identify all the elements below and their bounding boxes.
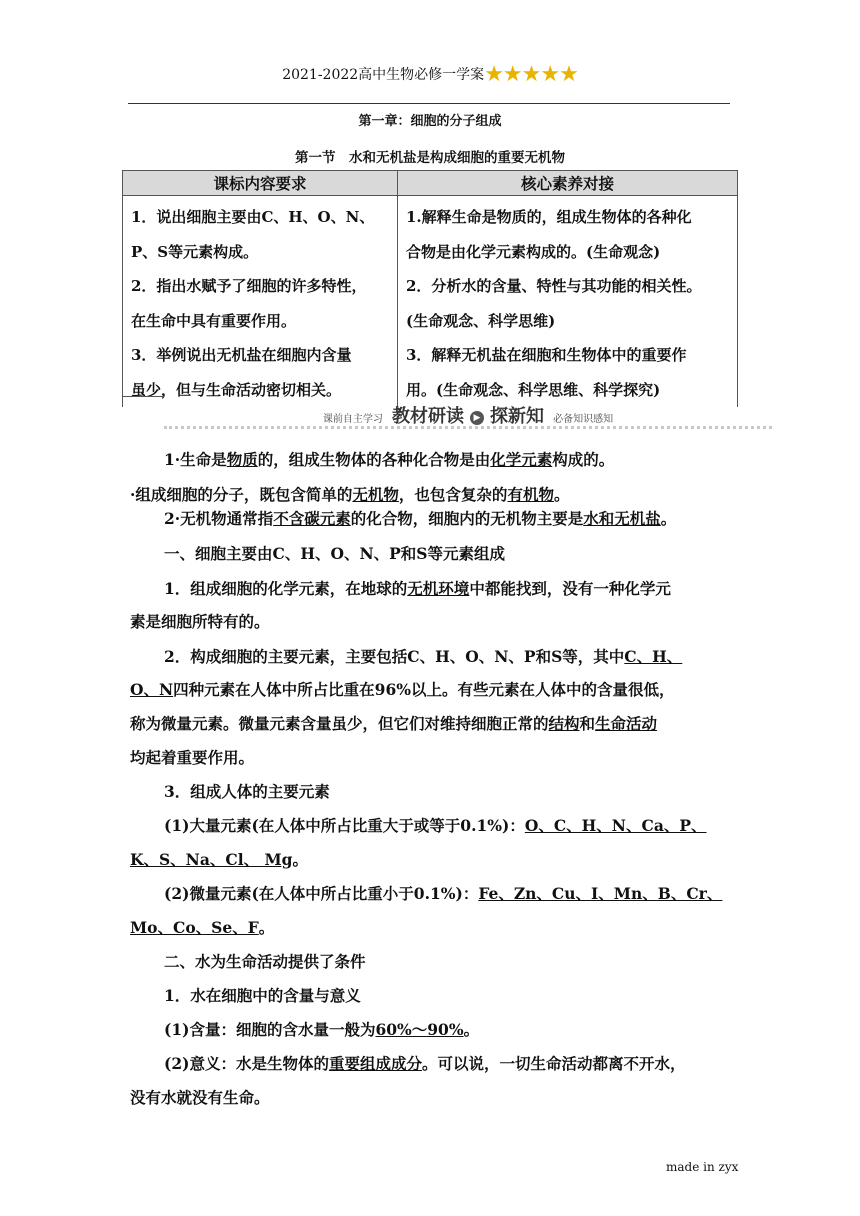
text-segment: 二、水为生命活动提供了条件 [164,952,366,971]
requirement-line: 3．举例说出无机盐在细胞内含量 [131,346,352,364]
text-line [130,746,254,768]
underlined-answer: 无机环境 [407,579,470,598]
text-segment: 。 [258,918,275,937]
chapter-title: 第一章：细胞的分子组成 [358,114,502,129]
text-line [164,882,722,904]
underlined-answer: K、S、Na、Cl、 Mg [130,850,293,869]
text-line [164,645,682,667]
text-segment: 3．组成人体的主要元素 [164,782,330,801]
competency-line: 2．分析水的含量、特性与其功能的相关性。 [406,277,702,295]
text-line [164,780,330,802]
text-segment: 。可以说，一切生命活动都离不开水， [421,1054,686,1073]
text-line [164,542,505,564]
text-line [164,950,366,972]
text-segment: 。 [553,485,570,504]
text-segment: 。 [292,850,309,869]
text-line [164,1052,685,1074]
header-divider [128,103,730,104]
text-line [164,448,614,470]
section-banner [164,402,772,429]
text-segment: (1)大量元素(在人体中所占比重大于或等于0.1%)： [164,816,525,835]
competency-line: 3．解释无机盐在细胞和生物体中的重要作 [406,346,687,364]
competencies-cell [398,196,738,408]
text-line [130,848,308,870]
text-segment: 素是细胞所特有的。 [130,612,270,631]
underlined-answer: 生命活动 [595,714,658,733]
text-segment: 1·生命是 [164,450,227,469]
requirement-line: P、S等元素构成。 [131,242,259,261]
text-line [130,916,274,938]
page-header [0,62,860,87]
arrow-right-icon: ▶ [470,411,484,425]
text-line [164,507,676,529]
requirement-line: 2．指出水赋予了细胞的许多特性， [131,277,367,295]
text-segment: 称为微量元素。微量元素含量虽少，但它们对维持细胞正常的 [130,714,549,733]
text-line [164,814,707,836]
text-segment: 2·无机物通常指 [164,509,274,528]
competency-line: (生命观念、科学思维) [406,311,556,330]
text-segment: 2．构成细胞的主要元素，主要包括C、H、O、N、P和S等，其中 [164,647,625,666]
underlined-answer: 物质 [226,450,258,469]
text-line [164,577,671,599]
requirement-line: 虽少，但与生命活动密切相关。 [131,380,342,399]
table-bottom-rule [122,396,164,397]
text-segment: 的化合物，细胞内的无机物主要是 [350,509,584,528]
text-segment: 的，组成生物体的各种化合物是由 [257,450,491,469]
underlined-answer: 水和无机盐 [583,509,661,528]
banner-main-text-2: 探新知 [490,406,544,427]
star-rating-icon: ★★★★★ [484,62,578,87]
underlined-answer: 不含碳元素 [273,509,351,528]
requirement-line: 1．说出细胞主要由C、H、O、N、 [131,208,375,226]
text-segment: (2)意义：水是生物体的 [164,1054,329,1073]
text-segment: 。 [463,1020,480,1039]
text-segment: 1．水在细胞中的含量与意义 [164,986,361,1005]
requirement-line: 在生命中具有重要作用。 [131,311,297,330]
underlined-answer: Fe、Zn、Cu、I、Mn、B、Cr、 [478,884,723,903]
requirements-cell [123,196,398,408]
banner-left-text: 课前自主学习 [322,414,383,425]
underlined-answer: 无机物 [352,485,399,504]
underlined-answer: 结构 [548,714,580,733]
text-segment: 均起着重要作用。 [130,748,255,767]
underlined-answer: O、N [130,680,174,699]
standards-table [122,170,738,407]
text-segment: 中都能找到，没有一种化学元 [469,579,671,598]
text-segment: 。 [660,509,677,528]
competency-line: 1.解释生命是物质的，组成生物体的各种化 [406,208,692,226]
text-line [164,1018,479,1040]
underlined-answer: 有机物 [507,485,554,504]
text-line [130,1086,270,1108]
table-header-competencies: 核心素养对接 [398,171,738,196]
footer-text: made in zyx [666,1160,739,1174]
text-segment: ·组成细胞的分子，既包含简单的 [130,485,353,504]
text-line [130,610,270,632]
underlined-answer: C、H、 [624,647,683,666]
underlined-answer: 化学元素 [490,450,553,469]
text-segment: 没有水就没有生命。 [130,1088,270,1107]
section-title: 第一节 水和无机盐是构成细胞的重要无机物 [295,150,565,166]
header-title: 2021-2022高中生物必修一学案 [282,67,485,83]
underlined-answer: 重要组成成分 [328,1054,422,1073]
text-line [130,483,569,505]
competency-line: 合物是由化学元素构成的。(生命观念) [406,242,661,261]
text-line [130,712,657,734]
text-segment: 构成的。 [552,450,615,469]
text-segment: (1)含量：细胞的含水量一般为 [164,1020,376,1039]
text-segment: 和 [579,714,596,733]
text-line [130,678,674,700]
text-segment: (2)微量元素(在人体中所占比重小于0.1%)： [164,884,479,903]
competency-line: 用。(生命观念、科学思维、科学探究) [406,380,661,399]
text-segment: 一、细胞主要由C、H、O、N、P和S等元素组成 [164,544,506,563]
banner-main-text: 教材研读 [392,406,464,427]
underlined-answer: O、C、H、N、Ca、P、 [524,816,707,835]
text-segment: 1．组成细胞的化学元素，在地球的 [164,579,408,598]
table-header-requirements: 课标内容要求 [123,171,398,196]
text-segment: ，也包含复杂的 [398,485,508,504]
underlined-answer: Mo、Co、Se、F [130,918,259,937]
banner-right-text: 必备知识感知 [553,414,614,425]
text-segment: 四种元素在人体中所占比重在96%以上。有些元素在人体中的含量很低， [173,680,675,699]
underlined-answer: 60%～90% [375,1020,464,1039]
text-line [164,984,361,1006]
